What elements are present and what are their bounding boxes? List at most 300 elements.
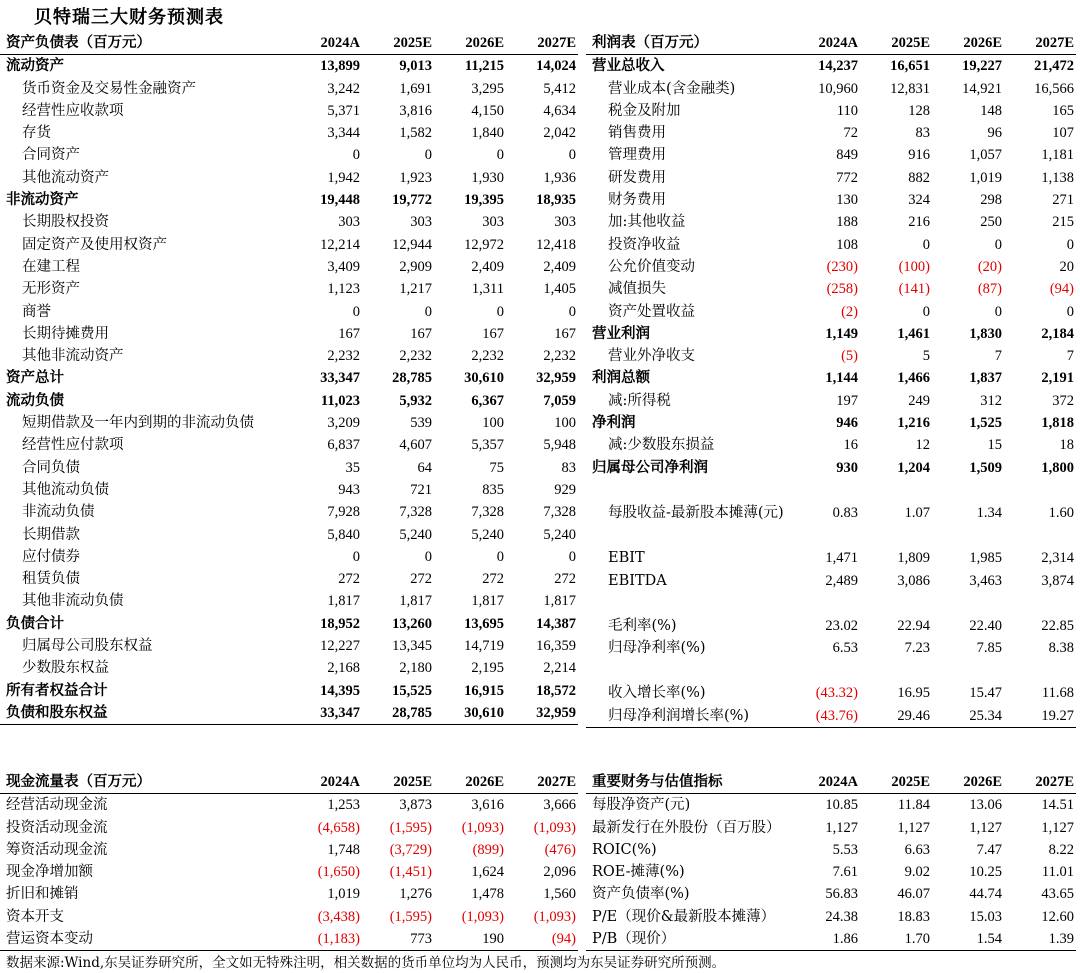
value-cell: (258)	[826, 281, 858, 298]
value-cell: (94)	[1049, 281, 1074, 298]
table-row	[0, 189, 578, 211]
value-cell: 5,932	[399, 392, 432, 409]
table-row	[0, 928, 578, 951]
value-cell: 1,624	[471, 864, 504, 881]
row-label: P/E（现价&最新股本摊薄）	[592, 908, 776, 925]
value-cell: 22.85	[1041, 617, 1074, 634]
value-cell: (3,729)	[389, 841, 432, 858]
value-cell: 16.95	[897, 685, 930, 702]
row-label	[586, 592, 788, 615]
value-cell: 7.61	[832, 864, 858, 881]
value-cell: 12,831	[890, 80, 930, 97]
value-cell: 1.07	[904, 504, 930, 521]
value-cell: 929	[554, 481, 576, 498]
value-cell: 0	[568, 548, 576, 565]
value-cell: 1.60	[1048, 504, 1074, 521]
value-cell: 2,168	[327, 660, 360, 677]
value-cell: 11.68	[1041, 685, 1074, 702]
table-row	[0, 657, 578, 679]
value-cell: 930	[836, 459, 858, 476]
row-label: 资产负债率(%)	[592, 886, 690, 903]
value-cell: 19,448	[320, 192, 360, 209]
table-row	[586, 592, 1076, 615]
value-cell: 0	[352, 147, 360, 164]
table-row	[0, 323, 578, 345]
table-row	[0, 457, 578, 479]
table-row	[586, 457, 1076, 479]
value-cell: 3,616	[471, 797, 504, 814]
row-label: 营业成本(含金融类)	[608, 80, 736, 97]
value-cell: 8.22	[1048, 841, 1074, 858]
value-cell: 35	[345, 459, 360, 476]
row-label: 减:少数股东损益	[608, 437, 715, 454]
value-cell: 1,253	[327, 797, 360, 814]
row-label: 投资净收益	[608, 236, 681, 253]
value-cell: 0	[496, 303, 504, 320]
value-cell: 72	[843, 125, 858, 142]
value-cell: 2,184	[1041, 325, 1074, 342]
value-cell: 1,560	[543, 886, 576, 903]
value-cell: 188	[836, 214, 858, 231]
row-label: 减:所得税	[608, 392, 671, 409]
value-cell: 2,191	[1041, 370, 1074, 387]
table-row	[0, 144, 578, 166]
year-header-cell: 2027E	[506, 32, 578, 55]
row-label: 存货	[22, 125, 51, 142]
value-cell: 2,042	[543, 125, 576, 142]
value-cell: 197	[836, 392, 858, 409]
value-cell: (1,595)	[389, 908, 432, 925]
row-label: 毛利率(%)	[608, 617, 677, 634]
table-row	[586, 570, 1076, 592]
row-label: 长期待摊费用	[22, 325, 109, 342]
year-header-cell: 2025E	[860, 771, 932, 794]
value-cell: 249	[908, 392, 930, 409]
year-header-cell: 2027E	[1004, 32, 1076, 55]
row-label: 每股净资产(元)	[592, 797, 691, 814]
value-cell: 5,840	[327, 526, 360, 543]
value-cell: (1,650)	[317, 864, 360, 881]
table-header-row	[586, 32, 1076, 55]
value-cell: 324	[908, 192, 930, 209]
value-cell: 4,607	[399, 437, 432, 454]
row-label: 收入增长率(%)	[608, 685, 706, 702]
value-cell: 14,024	[536, 58, 576, 75]
value-cell: 7.23	[904, 640, 930, 657]
row-label: 利润总额	[592, 369, 650, 387]
row-label: P/B（现价）	[586, 928, 788, 951]
value-cell: 24.38	[825, 908, 858, 925]
value-cell: 33,347	[320, 370, 360, 387]
value-cell: 7,328	[471, 504, 504, 521]
value-cell: 835	[482, 481, 504, 498]
value-cell	[860, 524, 932, 547]
key-indicators-table	[586, 771, 1076, 951]
year-header-cell: 2024A	[290, 771, 362, 794]
year-header-cell: 2026E	[434, 771, 506, 794]
table-row	[586, 144, 1076, 166]
value-cell: 1,936	[543, 169, 576, 186]
value-cell: 1,466	[897, 370, 930, 387]
year-header-cell: 2027E	[1004, 771, 1076, 794]
value-cell: 312	[980, 392, 1002, 409]
value-cell: 16,915	[464, 682, 504, 699]
table-row	[0, 390, 578, 412]
value-cell: 298	[980, 192, 1002, 209]
row-label: 所有者权益合计	[6, 681, 108, 699]
value-cell: 1.70	[860, 928, 932, 951]
value-cell: 7,059	[543, 392, 576, 409]
income-statement-table	[586, 32, 1076, 728]
row-label: 税金及附加	[608, 102, 681, 119]
table-row	[0, 861, 578, 883]
row-label: 投资活动现金流	[6, 819, 108, 836]
table-row	[0, 568, 578, 590]
value-cell: 0	[424, 548, 432, 565]
row-label: 应付债券	[22, 548, 80, 565]
value-cell: 18,935	[536, 192, 576, 209]
value-cell: 1,800	[1041, 459, 1074, 476]
value-cell: 2,409	[471, 258, 504, 275]
value-cell: 1,311	[471, 281, 504, 298]
value-cell: 2,314	[1041, 550, 1074, 567]
table-title-cell: 资产负债表（百万元）	[0, 32, 290, 55]
value-cell: 6.53	[832, 640, 858, 657]
row-label: 归母净利润增长率(%)	[586, 705, 788, 728]
value-cell: 1,019	[969, 169, 1002, 186]
value-cell: 5,948	[543, 437, 576, 454]
value-cell: 3,873	[399, 797, 432, 814]
value-cell: 11.01	[1041, 864, 1074, 881]
table-row	[0, 100, 578, 122]
row-label: 非流动负债	[22, 504, 95, 521]
value-cell: 5,371	[327, 102, 360, 119]
value-cell: 46.07	[897, 886, 930, 903]
value-cell: 0	[352, 303, 360, 320]
value-cell: 10.25	[969, 864, 1002, 881]
row-label: 资产总计	[6, 369, 64, 387]
value-cell	[788, 659, 860, 682]
value-cell: (1,451)	[389, 864, 432, 881]
year-header-cell: 2024A	[788, 771, 860, 794]
value-cell: 1,019	[327, 886, 360, 903]
value-cell: 7	[994, 348, 1002, 365]
value-cell: 0	[1066, 236, 1074, 253]
row-label: EBIT	[608, 550, 645, 567]
value-cell: 1,181	[1041, 147, 1074, 164]
table-header-row	[0, 771, 578, 794]
value-cell: 21,472	[1034, 58, 1074, 75]
table-row	[0, 167, 578, 189]
value-cell: 15.47	[969, 685, 1002, 702]
value-cell: 1,930	[471, 169, 504, 186]
value-cell: (43.76)	[788, 705, 860, 728]
value-cell: 14,921	[962, 80, 1002, 97]
row-label: 净利润	[592, 414, 636, 432]
table-row	[586, 100, 1076, 122]
value-cell: 1,138	[1041, 169, 1074, 186]
value-cell: 1,818	[1041, 415, 1074, 432]
value-cell: 2,214	[543, 660, 576, 677]
row-label: 公允价值变动	[608, 258, 695, 275]
value-cell: 2,232	[471, 348, 504, 365]
value-cell: 0	[994, 236, 1002, 253]
table-row	[0, 278, 578, 300]
table-row	[0, 906, 578, 928]
value-cell: 11,215	[464, 58, 504, 75]
value-cell: 3,242	[327, 80, 360, 97]
value-cell: 3,409	[327, 258, 360, 275]
value-cell: 946	[836, 415, 858, 432]
value-cell: 272	[338, 571, 360, 588]
row-label: 流动资产	[6, 57, 64, 75]
value-cell: 0	[568, 147, 576, 164]
value-cell: 1,985	[969, 550, 1002, 567]
table-row	[0, 301, 578, 323]
value-cell: 20	[1059, 258, 1074, 275]
value-cell: 272	[554, 571, 576, 588]
value-cell: 1,127	[897, 819, 930, 836]
value-cell: 271	[1052, 192, 1074, 209]
value-cell: 19,772	[392, 192, 432, 209]
value-cell	[788, 479, 860, 502]
value-cell: (20)	[977, 258, 1002, 275]
value-cell: (1,183)	[290, 928, 362, 951]
year-header-cell: 2027E	[506, 771, 578, 794]
table-row	[0, 501, 578, 523]
value-cell: 128	[908, 102, 930, 119]
row-label: 无形资产	[22, 281, 80, 298]
value-cell: 772	[836, 169, 858, 186]
value-cell: (1,595)	[389, 819, 432, 836]
table-row	[586, 367, 1076, 389]
row-label	[586, 524, 788, 547]
table-row	[586, 479, 1076, 502]
value-cell: 12,944	[392, 236, 432, 253]
value-cell: 3,295	[471, 80, 504, 97]
table-row	[586, 839, 1076, 861]
year-header-cell: 2026E	[932, 771, 1004, 794]
value-cell: 12	[915, 437, 930, 454]
value-cell	[1004, 659, 1076, 682]
value-cell	[932, 479, 1004, 502]
row-label: 经营性应收款项	[22, 102, 124, 119]
value-cell: 19.27	[1004, 705, 1076, 728]
value-cell: 1,471	[825, 550, 858, 567]
row-label: 在建工程	[22, 258, 80, 275]
value-cell: 0	[922, 303, 930, 320]
table-row	[586, 323, 1076, 345]
table-row	[586, 301, 1076, 323]
table-row	[586, 412, 1076, 434]
table-row	[586, 794, 1076, 817]
value-cell: (94)	[506, 928, 578, 951]
row-label: 其他非流动资产	[22, 348, 124, 365]
value-cell: 14,237	[818, 58, 858, 75]
value-cell	[860, 659, 932, 682]
value-cell: 1,923	[399, 169, 432, 186]
table-row	[0, 635, 578, 657]
value-cell: 130	[836, 192, 858, 209]
row-label: 经营性应付款项	[22, 437, 124, 454]
value-cell: 1,837	[969, 370, 1002, 387]
value-cell: (230)	[826, 258, 858, 275]
value-cell: (476)	[544, 841, 576, 858]
value-cell: 7,328	[399, 504, 432, 521]
value-cell: 25.34	[932, 705, 1004, 728]
value-cell: 6.63	[904, 841, 930, 858]
value-cell: (3,438)	[317, 908, 360, 925]
value-cell: 2,232	[327, 348, 360, 365]
value-cell	[932, 524, 1004, 547]
row-label: 归母净利率(%)	[608, 640, 706, 657]
value-cell: 1,127	[1041, 819, 1074, 836]
value-cell: 23.02	[825, 617, 858, 634]
row-label: 归属母公司净利润	[592, 458, 708, 476]
row-label: 归属母公司股东权益	[22, 638, 153, 655]
value-cell: 5,240	[399, 526, 432, 543]
row-label: 其他流动负债	[22, 481, 109, 498]
value-cell: 13,260	[392, 615, 432, 632]
table-row	[586, 906, 1076, 928]
value-cell: 1,123	[327, 281, 360, 298]
row-label: 营业利润	[592, 324, 650, 342]
value-cell: 167	[482, 325, 504, 342]
value-cell: 10,960	[818, 80, 858, 97]
value-cell: 12,214	[320, 236, 360, 253]
row-label	[586, 479, 788, 502]
value-cell	[788, 524, 860, 547]
cash-flow-table	[0, 771, 578, 951]
value-cell: 216	[908, 214, 930, 231]
value-cell: 1,840	[471, 125, 504, 142]
value-cell: (141)	[898, 281, 930, 298]
value-cell: 1.34	[976, 504, 1002, 521]
value-cell	[1004, 479, 1076, 502]
table-row	[586, 615, 1076, 637]
table-row	[586, 817, 1076, 839]
value-cell: 2,909	[399, 258, 432, 275]
year-header-cell: 2026E	[932, 32, 1004, 55]
value-cell: 15.03	[969, 908, 1002, 925]
table-row	[0, 680, 578, 702]
value-cell: 19,395	[464, 192, 504, 209]
value-cell: 16,359	[536, 638, 576, 655]
year-header-cell: 2025E	[362, 32, 434, 55]
table-row	[0, 234, 578, 256]
value-cell: 33,347	[290, 702, 362, 725]
row-label: 固定资产及使用权资产	[22, 236, 167, 253]
value-cell: (1,093)	[461, 908, 504, 925]
value-cell: 165	[1052, 102, 1074, 119]
value-cell: 5,240	[471, 526, 504, 543]
row-label: 营业总收入	[592, 57, 665, 75]
source-footnote: 数据来源:Wind,东吴证券研究所，全文如无特殊注明，相关数据的货币单位均为人民币，预测均为东吴证券研究所预测。	[6, 955, 726, 971]
page-title: 贝特瑞三大财务预测表	[34, 7, 224, 28]
value-cell: 3,463	[969, 572, 1002, 589]
value-cell: 303	[482, 214, 504, 231]
value-cell: 4,634	[543, 102, 576, 119]
table-row	[586, 390, 1076, 412]
table-row	[0, 345, 578, 367]
value-cell: 1,127	[969, 819, 1002, 836]
value-cell: 272	[482, 571, 504, 588]
value-cell: 18,572	[536, 682, 576, 699]
value-cell: 9.02	[904, 864, 930, 881]
value-cell: 1,748	[327, 841, 360, 858]
value-cell: 721	[410, 481, 432, 498]
value-cell: (1,093)	[461, 819, 504, 836]
value-cell: 83	[561, 459, 576, 476]
value-cell: 882	[908, 169, 930, 186]
value-cell: 215	[1052, 214, 1074, 231]
row-label: 其他流动资产	[22, 169, 109, 186]
value-cell: 83	[915, 125, 930, 142]
table-row	[586, 659, 1076, 682]
value-cell: 372	[1052, 392, 1074, 409]
table-row	[586, 524, 1076, 547]
value-cell: 303	[554, 214, 576, 231]
row-label: 营业外净收支	[608, 348, 695, 365]
value-cell: 18.83	[897, 908, 930, 925]
value-cell: 1,817	[327, 593, 360, 610]
value-cell: (1,093)	[533, 819, 576, 836]
row-label: 筹资活动现金流	[6, 841, 108, 858]
value-cell: 0	[568, 303, 576, 320]
table-row	[0, 524, 578, 546]
table-row	[0, 590, 578, 612]
value-cell: 13,695	[464, 615, 504, 632]
table-row	[586, 883, 1076, 905]
table-row	[0, 839, 578, 861]
value-cell: 1,691	[399, 80, 432, 97]
row-label: 经营活动现金流	[6, 797, 108, 814]
value-cell: 167	[554, 325, 576, 342]
value-cell: 18,952	[320, 615, 360, 632]
value-cell: 5.53	[832, 841, 858, 858]
value-cell: 15	[987, 437, 1002, 454]
value-cell: 14,387	[536, 615, 576, 632]
value-cell: 2,489	[825, 572, 858, 589]
value-cell: 16,651	[890, 58, 930, 75]
value-cell: 0	[424, 303, 432, 320]
table-row	[0, 434, 578, 456]
value-cell: 107	[1052, 125, 1074, 142]
value-cell: (2)	[841, 303, 858, 320]
table-row	[586, 502, 1076, 524]
value-cell: 7.47	[976, 841, 1002, 858]
value-cell: 30,610	[464, 370, 504, 387]
value-cell: 22.40	[969, 617, 1002, 634]
value-cell: 12,227	[320, 638, 360, 655]
table-row	[586, 705, 1076, 728]
value-cell: (43.32)	[815, 685, 858, 702]
value-cell: 250	[980, 214, 1002, 231]
value-cell	[860, 592, 932, 615]
row-label: 折旧和摊销	[6, 886, 79, 903]
value-cell: 2,096	[543, 864, 576, 881]
table-title-cell: 现金流量表（百万元）	[0, 771, 290, 794]
value-cell: 14,395	[320, 682, 360, 699]
row-label: 每股收益-最新股本摊薄(元)	[608, 504, 784, 521]
value-cell: 30,610	[434, 702, 506, 725]
table-row	[0, 412, 578, 434]
value-cell: 5,240	[543, 526, 576, 543]
row-label: 短期借款及一年内到期的非流动负债	[22, 415, 254, 432]
value-cell: 2,409	[543, 258, 576, 275]
table-title-cell: 重要财务与估值指标	[586, 771, 788, 794]
row-label: 销售费用	[608, 125, 666, 142]
